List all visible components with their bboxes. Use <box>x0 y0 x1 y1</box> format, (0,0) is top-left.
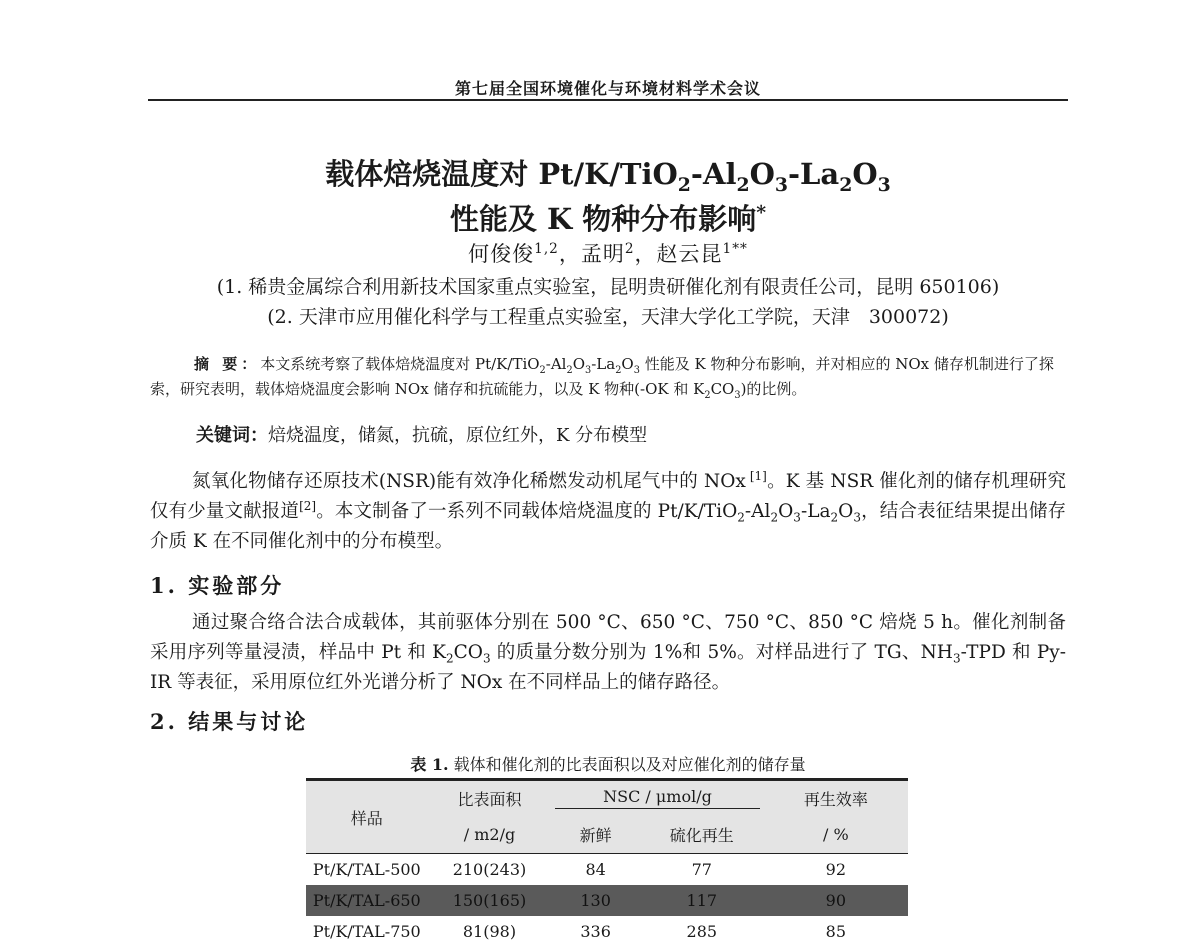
affiliation-1: (1. 稀贵金属综合利用新技术国家重点实验室，昆明贵研催化剂有限责任公司，昆明 650106) <box>216 276 1000 298</box>
surface-area-table <box>306 778 908 947</box>
header-rule <box>148 99 1068 101</box>
author-name: 何俊俊 <box>468 242 535 266</box>
section-heading-experimental: 1. 实验部分 <box>150 573 285 598</box>
keywords-label: 关键词： <box>196 425 268 446</box>
abstract: 摘 要：本文系统考察了载体焙烧温度对 $Pt/K/TiO_2-Al_2O_3-La_2O_3$ 性能及 K 物种分布影响，并对相应的 NOx 储存机制进行了探索，研究表明，载体焙烧温度会影响 NOx 储存和抗硫能力，以及 K 物种(-OK 和 $K_2CO_3$)的比例。 <box>150 355 1054 401</box>
header-regen-bottom: / % <box>822 824 849 844</box>
header-fresh: 新鲜 <box>579 825 612 845</box>
header-regen-top: 再生效率 <box>803 789 868 809</box>
experimental-paragraph: 通过聚合络合法合成载体，其前驱体分别在 500 °C、650 °C、750 °C、850 °C 焙烧 5 h。催化剂制备采用序列等量浸渍，样品中 Pt 和 $K_2CO_3$ 的质量分数分别为 1%和 5%。对样品进行了 TG、$NH_3$-TPD 和 Py-IR 等表征，采用原位红外光谱分析了 NOx 在不同样品上的储存路径。 <box>150 612 1066 693</box>
table-row-highlighted: Pt/K/TAL-650 150(165) 130 117 90 <box>306 885 908 916</box>
affiliation-2: (2. 天津市应用催化科学与工程重点实验室，天津大学化工学院，天津 300072) <box>267 306 949 328</box>
header-sample: 样品 <box>350 808 383 828</box>
author-name: 赵云昆 <box>656 242 723 266</box>
section-heading-results: 2. 结果与讨论 <box>150 709 309 734</box>
table-row: Pt/K/TAL-500 210(243) 84 77 92 <box>312 859 846 879</box>
table-row: Pt/K/TAL-750 81(98) 336 285 85 <box>312 921 846 941</box>
table-caption: 表 1. 载体和催化剂的比表面积以及对应催化剂的储存量 <box>410 755 806 774</box>
keywords: 关键词：焙烧温度，储氮，抗硫，原位红外，K 分布模型 <box>196 425 648 446</box>
paper-title-line2: 性能及 K 物种分布影响* <box>449 201 767 236</box>
header-bet-bottom: / m2/g <box>463 824 516 844</box>
header-nsc: NSC / μmol/g <box>551 780 763 816</box>
abstract-label: 摘 要： <box>194 355 261 373</box>
paper-title-line1: 载体焙烧温度对 $Pt/K/TiO_2-Al_2O_3-La_2O_3$ <box>325 157 891 196</box>
conference-header: 第七届全国环境催化与环境材料学术会议 <box>454 79 761 98</box>
header-bet-top: 比表面积 <box>457 789 522 809</box>
author-name: 孟明 <box>580 242 625 266</box>
intro-paragraph: 氮氧化物储存还原技术(NSR)能有效净化稀燃发动机尾气中的 NOx [1]。K 基 NSR 催化剂的储存机理研究仅有少量文献报道[2]。本文制备了一系列不同载体焙烧温度的 $Pt/K/TiO_2-Al_2O_3-La_2O_3$，结合表征结果提出储存介质 K 在不同催化剂中的分布模型。 <box>150 468 1066 552</box>
author-list: 何俊俊$^{1,2}$，孟明$^2$，赵云昆$^{1**}$ <box>468 241 748 266</box>
header-sulfated: 硫化再生 <box>669 825 734 845</box>
